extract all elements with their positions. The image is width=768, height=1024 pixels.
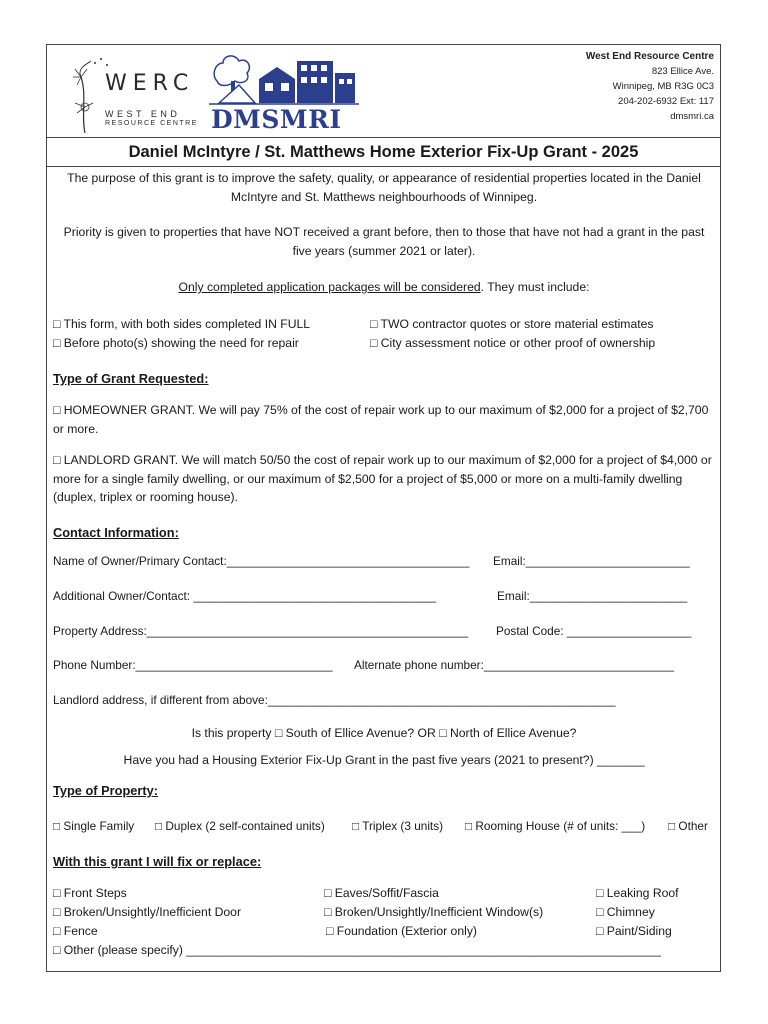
org-city: Winnipeg, MB R3G 0C3 (612, 81, 714, 92)
dmsmri-wordmark: DMSMRI (211, 105, 342, 134)
location-question[interactable]: Is this property □ South of Ellice Avenue? OR □ North of Ellice Avenue? (191, 726, 577, 740)
fix-door[interactable]: □ Broken/Unsightly/Inefficient Door (53, 905, 242, 919)
houses-icon (209, 49, 359, 109)
requirements-intro-rest: . They must include: (480, 280, 590, 294)
dmsmri-logo (209, 49, 359, 135)
org-street: 823 Ellice Ave. (651, 66, 714, 77)
fix-window[interactable]: □ Broken/Unsightly/Inefficient Window(s) (324, 905, 544, 919)
org-phone: 204-202-6932 Ext: 117 (618, 96, 714, 107)
property-type-heading: Type of Property: (53, 783, 158, 798)
owner-email-field[interactable]: Email:_________________________ (493, 554, 690, 568)
homeowner-grant-option[interactable]: □ HOMEOWNER GRANT. We will pay 75% of the cost of repair work up to our maximum of $2,000 for a project of $2,700 or more. (53, 403, 709, 436)
fix-fence[interactable]: □ Fence (53, 924, 98, 938)
property-address-field[interactable]: Property Address:_________________________________________________ (53, 624, 469, 638)
priority-paragraph: Priority is given to properties that have NOT received a grant before, then to those that have not had a grant in the past five years (summer 2021 or later). (63, 225, 705, 258)
postal-code-field[interactable]: Postal Code: ___________________ (496, 624, 692, 638)
werc-logo (71, 55, 201, 135)
organization-address (586, 49, 714, 124)
werc-subtitle-1: WEST END (105, 109, 181, 119)
fix-paint[interactable]: □ Paint/Siding (596, 924, 672, 938)
header (47, 45, 720, 135)
property-single-family[interactable]: □ Single Family (53, 819, 135, 833)
owner-name-field[interactable]: Name of Owner/Primary Contact:_____________________________________ (53, 554, 470, 568)
requirements-intro-underlined: Only completed application packages will be considered (178, 280, 481, 294)
fix-heading: With this grant I will fix or replace: (53, 854, 262, 869)
property-duplex[interactable]: □ Duplex (2 self-contained units) (155, 819, 325, 833)
requirement-form[interactable]: □ This form, with both sides completed IN FULL (53, 317, 311, 331)
fix-front-steps[interactable]: □ Front Steps (53, 886, 127, 900)
page-title: Daniel McIntyre / St. Matthews Home Exterior Fix-Up Grant - 2025 (47, 137, 720, 167)
requirements-intro (53, 278, 715, 297)
requirement-ownership[interactable]: □ City assessment notice or other proof of ownership (370, 336, 656, 350)
fix-eaves[interactable]: □ Eaves/Soffit/Fascia (324, 886, 439, 900)
property-rooming-house[interactable]: □ Rooming House (# of units: ___) (465, 819, 646, 833)
fix-other-field[interactable]: □ Other (please specify) ______________________________________________________________________ (53, 943, 661, 957)
fix-roof[interactable]: □ Leaking Roof (596, 886, 679, 900)
purpose-paragraph: The purpose of this grant is to improve the safety, quality, or appearance of residential properties located in the Daniel McIntyre and St. Matthews neighbourhoods of Winnipeg. (67, 171, 701, 204)
werc-subtitle-2: RESOURCE CENTRE (105, 120, 198, 127)
form-page (46, 44, 721, 972)
contact-heading: Contact Information: (53, 525, 179, 540)
prior-grant-question[interactable]: Have you had a Housing Exterior Fix-Up Grant in the past five years (2021 to present?) _______ (123, 753, 645, 767)
fix-chimney[interactable]: □ Chimney (596, 905, 655, 919)
phone-number-field[interactable]: Phone Number:______________________________ (53, 658, 333, 672)
org-name: West End Resource Centre (585, 51, 714, 62)
requirement-photos[interactable]: □ Before photo(s) showing the need for repair (53, 336, 299, 350)
additional-owner-field[interactable]: Additional Owner/Contact: _____________________________________ (53, 589, 437, 603)
fix-foundation[interactable]: □ Foundation (Exterior only) (326, 924, 477, 938)
grant-type-heading: Type of Grant Requested: (53, 371, 209, 386)
alternate-phone-field[interactable]: Alternate phone number:_____________________________ (354, 658, 675, 672)
property-triplex[interactable]: □ Triplex (3 units) (352, 819, 444, 833)
landlord-grant-option[interactable]: □ LANDLORD GRANT. We will match 50/50 the cost of repair work up to our maximum of $2,000 for a project of $4,000 or more for a single family dwelling, or our maximum of $2,500 for a project of $5,000 or more on a multi-family dwelling (duplex, triplex or rooming house). (53, 453, 712, 504)
landlord-address-field[interactable]: Landlord address, if different from above:_____________________________________________________ (53, 693, 616, 707)
property-other[interactable]: □ Other (668, 819, 708, 833)
additional-email-field[interactable]: Email:________________________ (497, 589, 688, 603)
requirement-quotes[interactable]: □ TWO contractor quotes or store material estimates (370, 317, 654, 331)
werc-wordmark: WERC (105, 71, 195, 96)
org-website: dmsmri.ca (670, 111, 714, 122)
